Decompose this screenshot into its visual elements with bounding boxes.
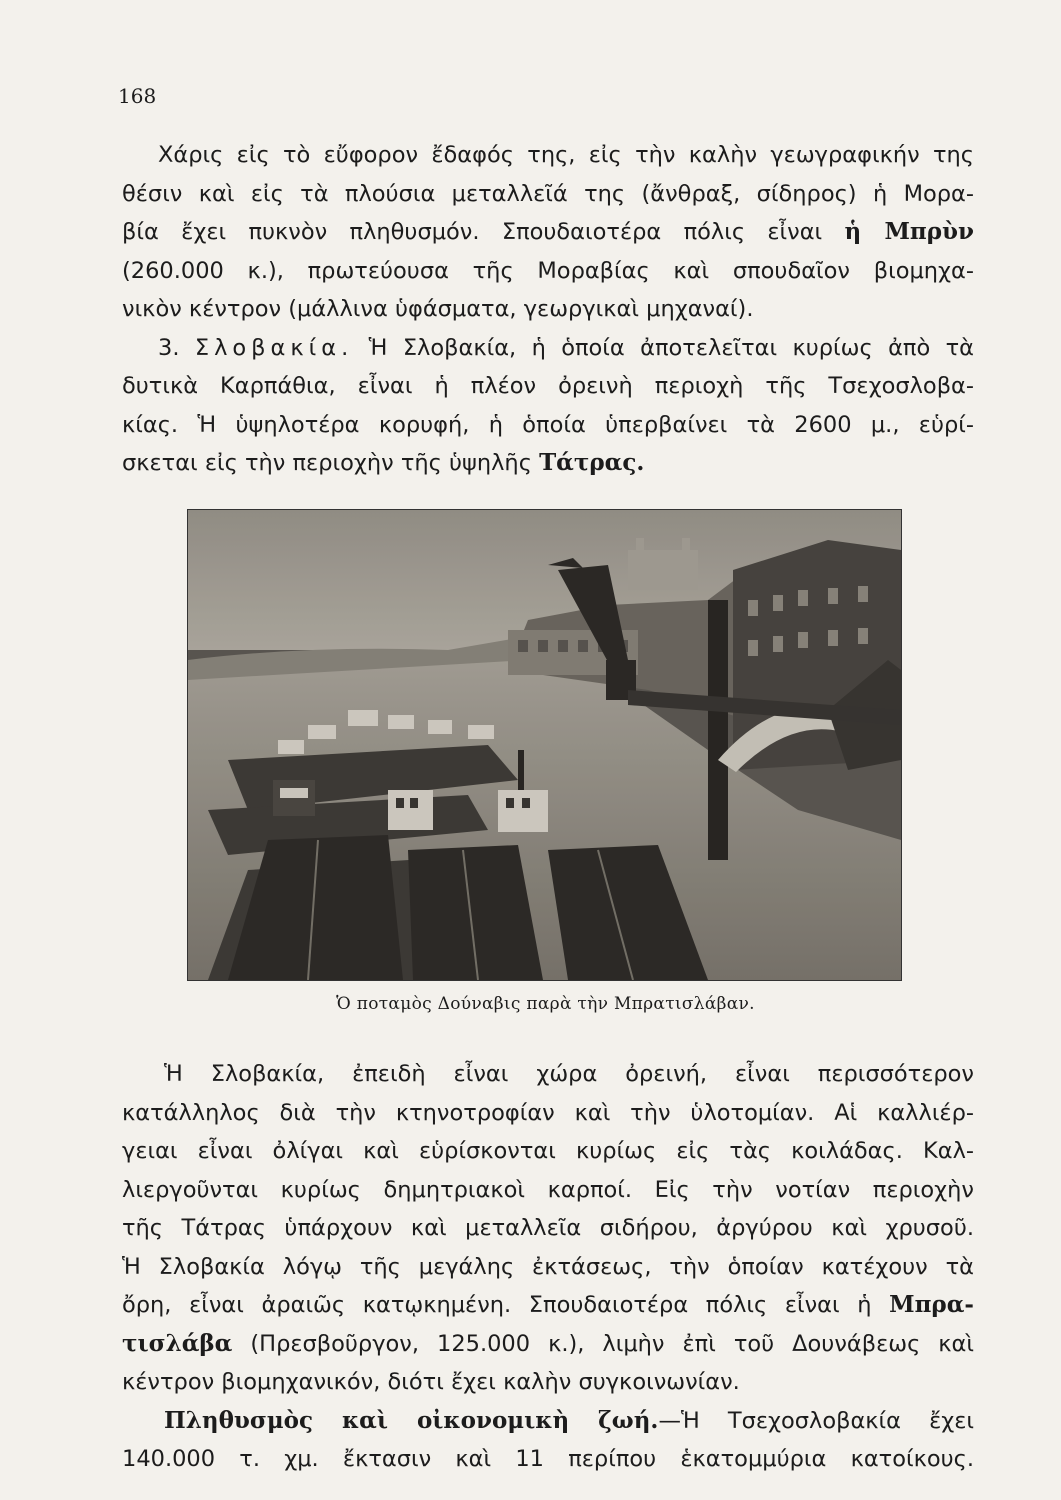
text-line: κατάλληλος διὰ τὴν κτηνοτροφίαν καὶ τὴν ὑλοτομίαν. Αἱ καλλιέρ- <box>122 1099 974 1126</box>
photo-caption: Ὁ ποταμὸς Δούναβις παρὰ τὴν Μπρατισλάβαν. <box>336 994 755 1014</box>
text-line: Χάρις εἰς τὸ εὔφορον ἔδαφός της, εἰς τὴν καλὴν γεωγραφικήν της <box>158 142 974 168</box>
danube-bratislava-photo <box>187 509 902 981</box>
section-heading-slovakia: Σλοβακία. <box>194 334 354 361</box>
text-line: δυτικὰ Καρπάθια, εἶναι ἡ πλέον ὀρεινὴ περιοχὴ τῆς Τσεχοσλοβα- <box>122 373 974 399</box>
text-block-top <box>122 136 974 483</box>
text-line: 140.000 τ. χμ. ἔκτασιν καὶ 11 περίπου ἑκατομμύρια κατοίκους. <box>122 1446 974 1472</box>
text-line: κέντρον βιομηχανικόν, διότι ἔχει καλὴν συγκοινωνίαν. <box>122 1369 740 1395</box>
city-name-bratislava-cont: τισλάβα <box>122 1329 233 1357</box>
mountain-name-tatra: Τάτρας. <box>539 449 645 476</box>
text-line: λιεργοῦνται κυρίως δημητριακοὶ καρποί. Εἰς τὴν νοτίαν περιοχὴν <box>122 1176 974 1203</box>
text-line: κίας. Ἡ ὑψηλοτέρα κορυφή, ἡ ὁποία ὑπερβαίνει τὰ 2600 μ., εὑρί- <box>122 411 974 438</box>
text-line: ὄρη, εἶναι ἀραιῶς κατῳκημένη. Σπουδαιοτέρα πόλις εἶναι ἡ Μπρα- <box>122 1291 974 1318</box>
text-line: θέσιν καὶ εἰς τὰ πλούσια μεταλλεῖά της (ἄνθραξ, σίδηρος) ἡ Μορα- <box>122 180 974 207</box>
city-name-bratislava: Μπρα- <box>889 1291 974 1318</box>
photo-illustration <box>188 510 901 980</box>
text-line: τισλάβα (Πρεσβοῦργον, 125.000 κ.), λιμὴν ἐπὶ τοῦ Δουνάβεως καὶ <box>122 1329 974 1357</box>
text-line: Ἡ Σλοβακία, ἐπειδὴ εἶναι χώρα ὀρεινή, εἶναι περισσότερον <box>164 1061 974 1087</box>
city-name-brno: ἡ Μπρὺν <box>844 218 974 245</box>
text-line: 3. Σλοβακία. Ἡ Σλοβακία, ἡ ὁποία ἀποτελεῖται κυρίως ἀπὸ τὰ <box>158 334 974 361</box>
text-line: Πληθυσμὸς καὶ οἰκονομικὴ ζωή.—Ἡ Τσεχοσλοβακία ἔχει <box>164 1406 974 1434</box>
text-line: (260.000 κ.), πρωτεύουσα τῆς Μοραβίας καὶ σπουδαῖον βιομηχα- <box>122 257 974 284</box>
text-line: σκεται εἰς τὴν περιοχὴν τῆς ὑψηλῆς Τάτρας. <box>122 449 645 476</box>
page-number: 168 <box>118 84 157 108</box>
text-line: βία ἔχει πυκνὸν πληθυσμόν. Σπουδαιοτέρα πόλις εἶναι ἡ Μπρὺν <box>122 218 974 245</box>
text-line: τῆς Τάτρας ὑπάρχουν καὶ μεταλλεῖα σιδήρου, ἀργύρου καὶ χρυσοῦ. <box>122 1215 974 1241</box>
text-line: νικὸν κέντρον (μάλλινα ὑφάσματα, γεωργικαὶ μηχαναί). <box>122 296 754 322</box>
text-line: γειαι εἶναι ὀλίγαι καὶ εὑρίσκονται κυρίως εἰς τὰς κοιλάδας. Καλ- <box>122 1138 974 1164</box>
text-block-bottom <box>122 1055 974 1479</box>
section-heading-population: Πληθυσμὸς καὶ οἰκονομικὴ ζωή. <box>164 1406 659 1434</box>
text-line: Ἡ Σλοβακία λόγῳ τῆς μεγάλης ἐκτάσεως, τὴν ὁποίαν κατέχουν τὰ <box>122 1253 974 1280</box>
